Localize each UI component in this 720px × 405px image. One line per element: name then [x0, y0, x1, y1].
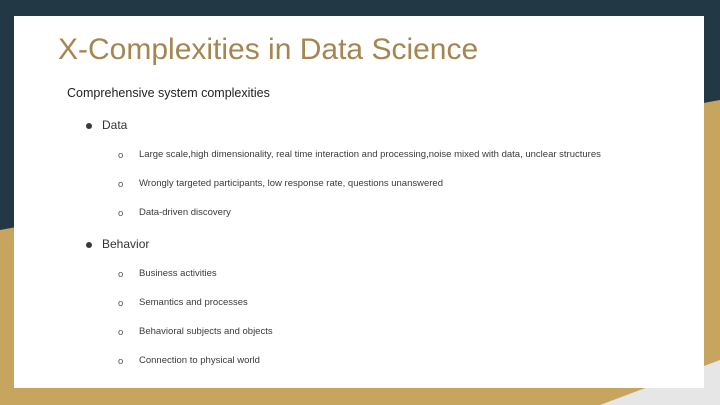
circle-bullet-icon: o	[118, 327, 124, 338]
circle-bullet-icon: o	[118, 298, 124, 309]
bullet-data-label: Data	[102, 118, 128, 132]
sub-bullet-text: Connection to physical world	[139, 355, 260, 366]
circle-bullet-icon: o	[118, 150, 124, 161]
bullet-dot-icon	[86, 123, 92, 129]
sub-bullet-text: Wrongly targeted participants, low response rate, questions unanswered	[139, 178, 443, 189]
circle-bullet-icon: o	[118, 356, 124, 367]
bullet-behavior-label: Behavior	[102, 237, 150, 251]
sub-bullet-text: Data-driven discovery	[139, 207, 231, 218]
sub-bullet-text: Business activities	[139, 268, 217, 279]
slide-title: X-Complexities in Data Science	[58, 33, 479, 66]
bullet-dot-icon	[86, 242, 92, 248]
circle-bullet-icon: o	[118, 208, 124, 219]
sub-bullet-text: Semantics and processes	[139, 297, 248, 308]
circle-bullet-icon: o	[118, 269, 124, 280]
sub-bullet-text: Behavioral subjects and objects	[139, 326, 273, 337]
sub-bullet-text: Large scale,high dimensionality, real time interaction and processing,noise mixed with data, unclear structures	[139, 149, 601, 160]
circle-bullet-icon: o	[118, 179, 124, 190]
slide-subtitle: Comprehensive system complexities	[67, 86, 270, 100]
